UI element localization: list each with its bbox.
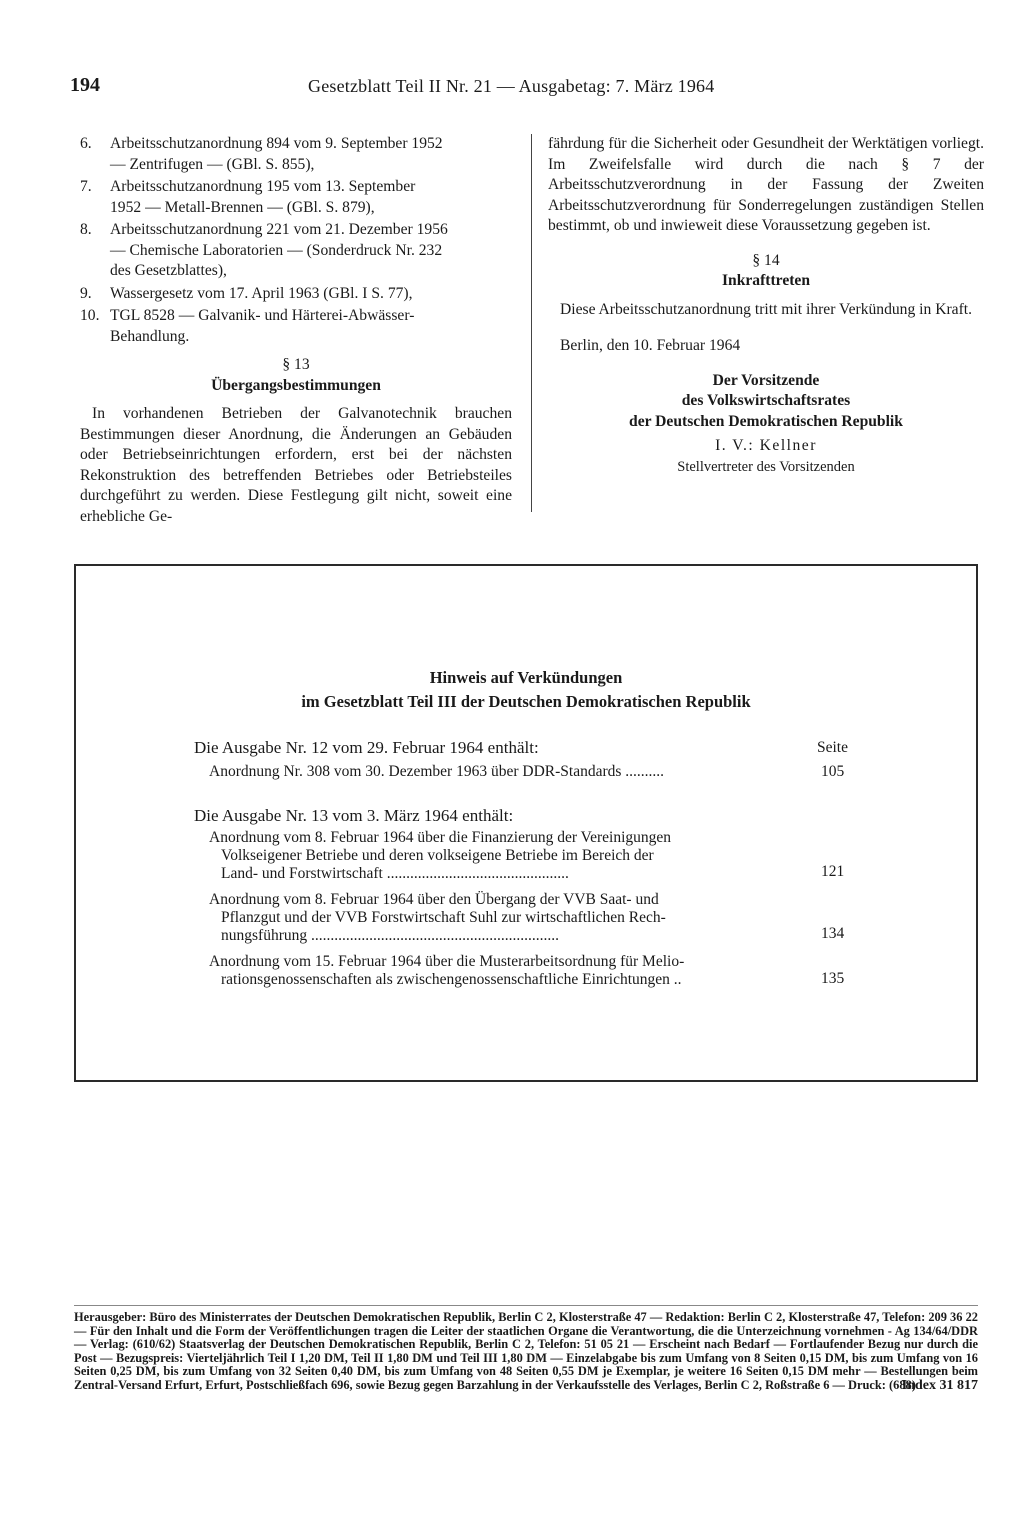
left-column [80,134,512,527]
notice-box [74,564,978,1082]
list-item-number: 7. [80,178,92,195]
toc-entry-line: rationsgenossenschaften als zwischengenossenschaftliche Einrichtungen .. [221,971,682,988]
list-item-line: Arbeitsschutzanordnung 221 vom 21. Dezember 1956 [110,221,448,238]
authority-line: des Volkswirtschaftsrates [681,392,851,409]
authority-block [548,371,984,433]
list-item [80,177,512,218]
list-item [80,306,512,347]
toc-entry-line: Anordnung vom 8. Februar 1964 über den Übergang der VVB Saat- und [209,891,659,908]
toc-entry-line: nungsführung ................................................................ [221,927,559,944]
list-item-line: Behandlung. [110,327,190,345]
list-item-line: TGL 8528 — Galvanik- und Härterei-Abwässer- [110,307,415,324]
index-number: Index 31 817 [901,1377,978,1393]
section-number: § 13 [282,356,310,373]
regulation-list [80,134,512,347]
list-item [80,284,512,305]
edition-heading: Die Ausgabe Nr. 13 vom 3. März 1964 enthält: [194,806,514,825]
toc-entry [209,953,809,989]
notice-title-line: Hinweis auf Verkündungen [429,668,623,687]
header-title: Gesetzblatt Teil II Nr. 21 — Ausgabetag: 7. März 1964 [308,76,715,96]
authority-line: der Deutschen Demokratischen Republik [629,412,903,430]
toc-entry-line: Anordnung vom 8. Februar 1964 über die Finanzierung der Vereinigungen [209,829,672,846]
signer-name: I. V.: Kellner [715,437,817,454]
toc-entry-page: 105 [821,763,845,780]
list-item-number: 6. [80,135,92,152]
list-item-line: — Chemische Laboratorien — (Sonderdruck Nr. 232 [110,241,443,259]
section-paragraph: Diese Arbeitsschutzanordnung tritt mit ihrer Verkündung in Kraft. [560,300,972,318]
list-item-line: Wassergesetz vom 17. April 1963 (GBl. I S. 77), [110,284,413,302]
column-divider [531,134,532,512]
list-item-line: Arbeitsschutzanordnung 195 vom 13. September [110,178,416,195]
toc-entry-line: Volkseigener Betriebe und deren volkseigene Betriebe im Bereich der [221,847,654,864]
imprint-divider [74,1305,978,1306]
authority-line: Der Vorsitzende [712,371,820,389]
toc-entry-page: 121 [821,863,845,880]
section-heading: Inkrafttreten [721,272,811,289]
toc-entry-page: 135 [821,970,845,987]
page-number: 194 [70,74,100,96]
toc-entry-page: 134 [821,925,845,942]
notice-title-line: im Gesetzblatt Teil III der Deutschen Demokratischen Republik [301,692,751,711]
toc-entry-line: Anordnung Nr. 308 vom 30. Dezember 1963 über DDR-Standards .......... [209,763,665,780]
section-number: § 14 [752,251,780,269]
notice-title [76,666,976,714]
list-item-line: 1952 — Metall-Brennen — (GBl. S. 879), [110,198,375,216]
list-item-number: 8. [80,221,92,238]
page-column-label: Seite [817,739,848,756]
list-item-line: Arbeitsschutzanordnung 894 vom 9. September 1952 [110,135,443,152]
toc-entry-line: Anordnung vom 15. Februar 1964 über die Musterarbeitsordnung für Melio- [209,953,685,970]
list-item-number: 9. [80,284,92,302]
right-column [548,134,984,477]
toc-entry [209,829,809,883]
place-date: Berlin, den 10. Februar 1964 [560,337,741,354]
list-item [80,134,512,175]
section-heading: Übergangsbestimmungen [211,376,381,394]
list-item-line: — Zentrifugen — (GBl. S. 855), [110,155,315,173]
section-paragraph: In vorhandenen Betrieben der Galvanotechnik brauchen Bestimmungen dieser Anordnung, die Änderungen an Gebäuden oder Betriebseinrichtungen erfordern, erst bei der nächsten Rekonstruktion des betreffenden Betriebes oder Betriebsteiles durchgeführt zu werden. Diese Festlegung gilt nicht, soweit eine erhebliche Ge- [80,405,512,525]
list-item [80,220,512,282]
signer-role: Stellvertreter des Vorsitzenden [677,458,855,475]
list-item-line: des Gesetzblattes), [110,262,227,279]
toc-entry-line: Pflanzgut und der VVB Forstwirtschaft Suhl zur wirtschaftlichen Rech- [221,909,666,926]
edition-heading: Die Ausgabe Nr. 12 vom 29. Februar 1964 enthält: [194,738,539,757]
toc-entry [209,891,809,945]
imprint [74,1311,978,1393]
continued-paragraph: fährdung für die Sicherheit oder Gesundheit der Werktätigen vorliegt. Im Zweifelsfalle wird durch die nach § 7 der Arbeitsschutzverordnung in der Fassung der Zweiten Arbeitsschutzverordnung für Sonderregelungen zuständigen Stellen bestimmt, ob und inwieweit diese Voraussetzung gegeben ist. [548,135,984,234]
list-item-number: 10. [80,307,100,324]
imprint-text: Herausgeber: Büro des Ministerrates der Deutschen Demokratischen Republik, Berlin C 2, Klosterstraße 47 — Redaktion: Berlin C 2, Klosterstraße 47, Telefon: 209 36 22 — Für den Inhalt und die Form der Veröffentlichungen tragen die Leiter der staatlichen Organe die Verantwortung, die die Unterzeichnung vornehmen - Ag 134/64/DDR — Verlag: (610/62) Staatsverlag der Deutschen Demokratischen Republik, Berlin C 2, Telefon: 51 05 21 — Erscheint nach Bedarf — Fortlaufender Bezug nur durch die Post — Bezugspreis: Vierteljährlich Teil I 1,20 DM, Teil II 1,80 DM und Teil III 1,80 DM — Einzelabgabe bis zum Umfang von 8 Seiten 0,15 DM, bis zum Umfang von 16 Seiten 0,25 DM, bis zum Umfang von 32 Seiten 0,40 DM, bis zum Umfang von 48 Seiten 0,55 DM je Exemplar, je weitere 16 Seiten 0,15 DM mehr — Bestellungen beim Zentral-Versand Erfurt, Erfurt, Postschließfach 696, sowie Bezug gegen Barzahlung in der Verkaufsstelle des Verlages, Berlin C 2, Roßstraße 6 — Druck: (688) [74,1310,978,1392]
toc-entry-line: Land- und Forstwirtschaft ............................................... [221,865,569,882]
toc-entry [209,763,809,781]
page-header [70,74,790,102]
